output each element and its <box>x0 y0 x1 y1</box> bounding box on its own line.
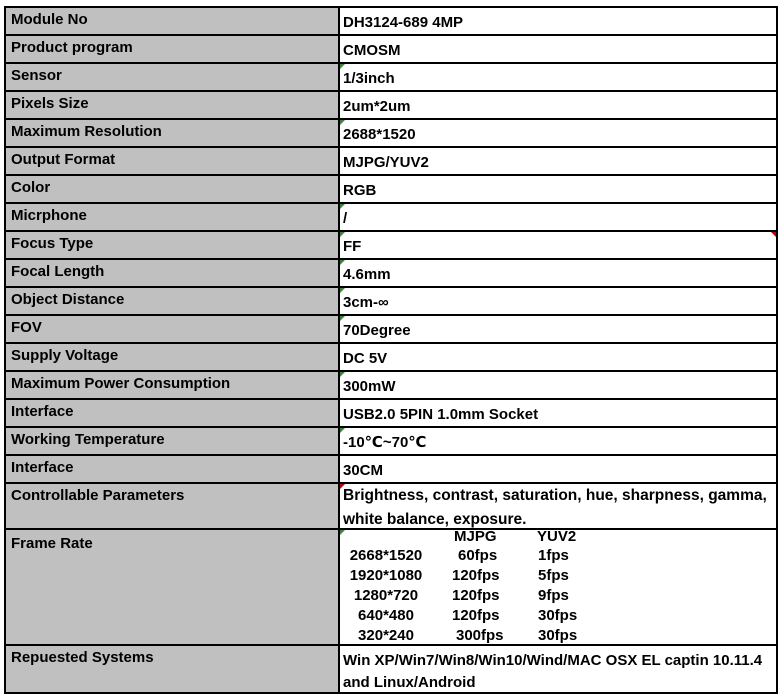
spec-label: Module No <box>6 8 340 36</box>
spec-value-text: USB2.0 5PIN 1.0mm Socket <box>343 406 539 423</box>
spec-value-text: RGB <box>343 182 377 199</box>
spec-value <box>340 120 778 148</box>
frame-rate-mjpg: 60fps <box>458 547 498 564</box>
spec-label: Pixels Size <box>6 92 340 120</box>
spec-row-max-resolution <box>6 120 778 148</box>
spec-value-text: 4.6mm <box>343 266 391 283</box>
comment-marker-icon <box>340 232 345 237</box>
spec-value-text: Brightness, contrast, saturation, hue, sharpness, gamma, white balance, exposure. <box>343 487 767 528</box>
comment-marker-icon <box>771 232 776 237</box>
frame-rate-mjpg: 120fps <box>452 607 500 624</box>
spec-value-text: DH3124-689 4MP <box>343 14 464 31</box>
spec-label: Frame Rate <box>6 530 340 646</box>
spec-label: Output Format <box>6 148 340 176</box>
spec-row-focal-length <box>6 260 778 288</box>
frame-rate-yuv2: 30fps <box>538 607 578 624</box>
spec-label: Controllable Parameters <box>6 484 340 530</box>
spec-table <box>4 6 778 694</box>
comment-marker-icon <box>340 288 345 293</box>
spec-label: Interface <box>6 456 340 484</box>
spec-row-pixel-size <box>6 92 778 120</box>
spec-value-text: CMOSM <box>343 42 401 59</box>
frame-rate-mjpg: 300fps <box>456 627 504 644</box>
spec-label: Focal Length <box>6 260 340 288</box>
spec-label: Supply Voltage <box>6 344 340 372</box>
spec-value <box>340 36 778 64</box>
frame-rate-yuv2: 5fps <box>538 567 569 584</box>
spec-label: Working Temperature <box>6 428 340 456</box>
spec-row-requested-systems <box>6 646 778 694</box>
spec-row-controllable-parameters <box>6 484 778 530</box>
frame-rate-header-yuv2: YUV2 <box>537 530 577 545</box>
spec-label: Object Distance <box>6 288 340 316</box>
spec-row-max-power <box>6 372 778 400</box>
spec-value <box>340 64 778 92</box>
spec-label: Sensor <box>6 64 340 92</box>
frame-rate-resolution: 2668*1520 <box>349 547 423 564</box>
spec-label: FOV <box>6 316 340 344</box>
spec-value <box>340 316 778 344</box>
spec-row-fov <box>6 316 778 344</box>
spec-label: Micrphone <box>6 204 340 232</box>
spec-row-sensor <box>6 64 778 92</box>
spec-value <box>340 204 778 232</box>
comment-marker-icon <box>340 316 345 321</box>
spec-label: Product program <box>6 36 340 64</box>
spec-value <box>340 92 778 120</box>
spec-value <box>340 400 778 428</box>
spec-value-text: DC 5V <box>343 350 388 367</box>
spec-value <box>340 176 778 204</box>
spec-value <box>340 232 778 260</box>
spec-row-frame-rate <box>6 530 778 646</box>
spec-value <box>340 372 778 400</box>
frame-rate-resolution: 1280*720 <box>353 587 419 604</box>
frame-rate-header-mjpg: MJPG <box>454 530 497 545</box>
spec-value <box>340 288 778 316</box>
spec-value-text: FF <box>343 238 362 255</box>
spec-label: Maximum Resolution <box>6 120 340 148</box>
spec-row-object-distance <box>6 288 778 316</box>
frame-rate-mjpg: 120fps <box>452 567 500 584</box>
spec-label: Repuested Systems <box>6 646 340 694</box>
spec-value <box>340 8 778 36</box>
spec-value <box>340 260 778 288</box>
spec-row-product-program <box>6 36 778 64</box>
spec-value <box>340 428 778 456</box>
spec-value-text: 2688*1520 <box>343 126 416 143</box>
spec-label: Interface <box>6 400 340 428</box>
spec-value <box>340 646 778 694</box>
frame-rate-table <box>340 530 778 646</box>
frame-rate-resolution: 640*480 <box>358 607 414 624</box>
spec-value-text: Win XP/Win7/Win8/Win10/Wind/MAC OSX EL captin 10.11.4 and Linux/Android <box>343 652 763 691</box>
frame-rate-yuv2: 9fps <box>538 587 569 604</box>
frame-rate-yuv2: 30fps <box>538 627 578 644</box>
spec-value <box>340 344 778 372</box>
spec-row-working-temp <box>6 428 778 456</box>
comment-marker-icon <box>340 120 345 125</box>
comment-marker-icon <box>340 484 345 489</box>
spec-label: Focus Type <box>6 232 340 260</box>
spec-value <box>340 484 778 530</box>
spec-value-text: 1/3inch <box>343 70 395 87</box>
frame-rate-mjpg: 120fps <box>452 587 500 604</box>
spec-row-module-no <box>6 8 778 36</box>
spec-row-microphone <box>6 204 778 232</box>
spec-value <box>340 148 778 176</box>
spec-label: Maximum Power Consumption <box>6 372 340 400</box>
comment-marker-icon <box>340 372 345 377</box>
comment-marker-icon <box>340 428 345 433</box>
spec-value <box>340 456 778 484</box>
frame-rate-resolution: 1920*1080 <box>349 567 423 584</box>
spec-row-supply-voltage <box>6 344 778 372</box>
spec-value-text: 30CM <box>343 462 384 479</box>
spec-row-focus-type <box>6 232 778 260</box>
spec-value-text: 2um*2um <box>343 98 411 115</box>
frame-rate-resolution: 320*240 <box>358 627 414 644</box>
spec-value-text: MJPG/YUV2 <box>343 154 429 171</box>
spec-value-text: 70Degree <box>343 322 411 339</box>
comment-marker-icon <box>340 260 345 265</box>
spec-value-text: -10℃~70℃ <box>343 434 427 451</box>
spec-value-text: 300mW <box>343 378 396 395</box>
comment-marker-icon <box>340 64 345 69</box>
spec-row-interface <box>6 400 778 428</box>
spec-value-text: 3cm-∞ <box>343 294 389 311</box>
comment-marker-icon <box>340 204 345 209</box>
spec-row-color <box>6 176 778 204</box>
frame-rate-yuv2: 1fps <box>538 547 569 564</box>
spec-row-output-format <box>6 148 778 176</box>
comment-marker-icon <box>340 530 345 535</box>
spec-label: Color <box>6 176 340 204</box>
spec-value-text: / <box>343 210 348 227</box>
spec-row-cable <box>6 456 778 484</box>
